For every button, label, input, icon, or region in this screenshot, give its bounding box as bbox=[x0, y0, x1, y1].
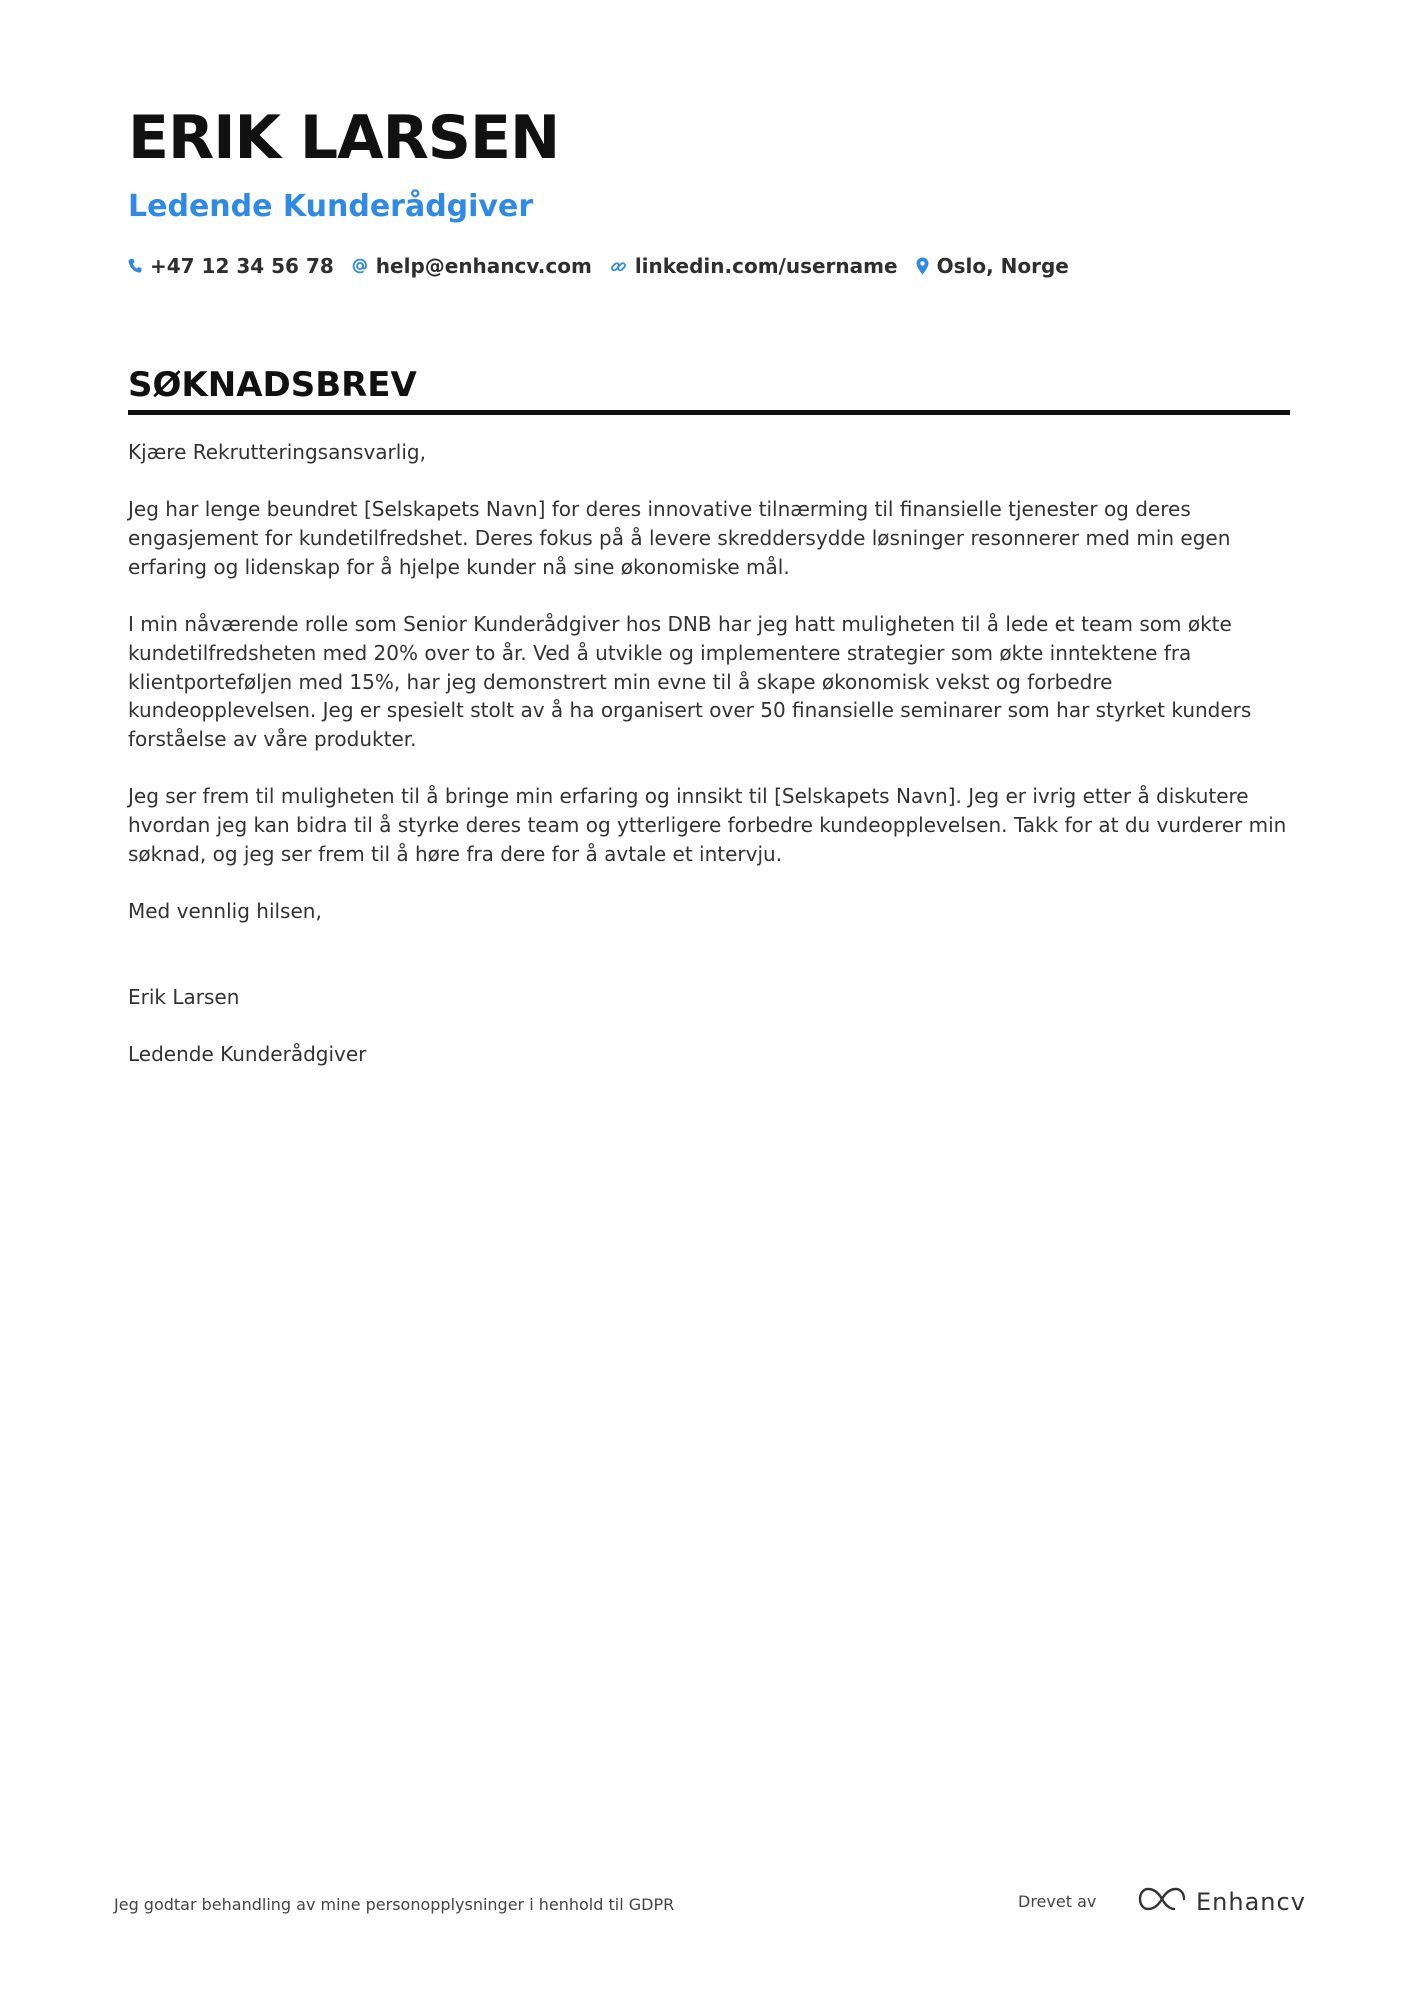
letter-paragraph: Jeg ser frem til muligheten til å bringe min erfaring og innsikt til [Selskapets Navn]. Jeg er ivrig etter å diskutere hvordan jeg kan bidra til å styrke deres team og ytterligere forbedre kundeopplevelsen. Takk for at du vurderer min søknad, og jeg ser frem til å høre fra dere for å avtale et intervju. bbox=[128, 784, 1287, 866]
enhancv-brand[interactable] bbox=[1138, 1886, 1306, 1917]
contact-email[interactable] bbox=[352, 254, 592, 278]
letter-body bbox=[128, 438, 1298, 1098]
candidate-name: ERIK LARSEN bbox=[128, 103, 560, 173]
brand-name: Enhancv bbox=[1196, 1887, 1306, 1916]
gdpr-consent-text: Jeg godtar behandling av mine personopplysninger i henhold til GDPR bbox=[114, 1895, 675, 1914]
contact-location bbox=[916, 254, 1069, 278]
candidate-role: Ledende Kunderådgiver bbox=[128, 189, 534, 224]
contact-phone[interactable] bbox=[128, 254, 334, 278]
email-text: help@enhancv.com bbox=[375, 254, 592, 278]
signature-name: Erik Larsen bbox=[128, 984, 240, 1009]
letter-paragraph: I min nåværende rolle som Senior Kunderådgiver hos DNB har jeg hatt muligheten til å lede et team som økte kundetilfredsheten med 20% over to år. Ved å utvikle og implementere strategier som økte inntektene fra klientporteføljen med 15%, har jeg demonstrert min evne til å skape økonomisk vekst og forbedre kundeopplevelsen. Jeg er spesielt stolt av å ha organisert over 50 finansielle seminarer som har styrket kunders forståelse av våre produkter. bbox=[128, 612, 1252, 751]
location-pin-icon bbox=[916, 257, 929, 275]
phone-icon bbox=[128, 258, 142, 274]
section-divider bbox=[128, 410, 1290, 415]
contact-linkedin[interactable] bbox=[610, 254, 898, 278]
letter-greeting: Kjære Rekrutteringsansvarlig, bbox=[128, 440, 426, 464]
letter-paragraph: Jeg har lenge beundret [Selskapets Navn] for deres innovative tilnærming til finansielle tjenester og deres engasjement for kundetilfredshet. Deres fokus på å levere skreddersydde løsninger resonnerer med min egen erfaring og lidenskap for å hjelpe kunder nå sine økonomiske mål. bbox=[128, 497, 1231, 579]
enhancv-logo-icon bbox=[1138, 1886, 1186, 1917]
phone-text: +47 12 34 56 78 bbox=[150, 254, 334, 278]
letter-closing: Med vennlig hilsen, bbox=[128, 899, 322, 924]
contact-bar bbox=[128, 254, 1069, 278]
linkedin-text: linkedin.com/username bbox=[634, 254, 898, 278]
at-icon bbox=[352, 258, 368, 274]
link-icon bbox=[610, 258, 627, 275]
location-text: Oslo, Norge bbox=[936, 254, 1069, 278]
signature-title: Ledende Kunderådgiver bbox=[128, 1042, 367, 1067]
powered-by-label: Drevet av bbox=[1018, 1892, 1097, 1911]
section-title: SØKNADSBREV bbox=[128, 365, 417, 405]
